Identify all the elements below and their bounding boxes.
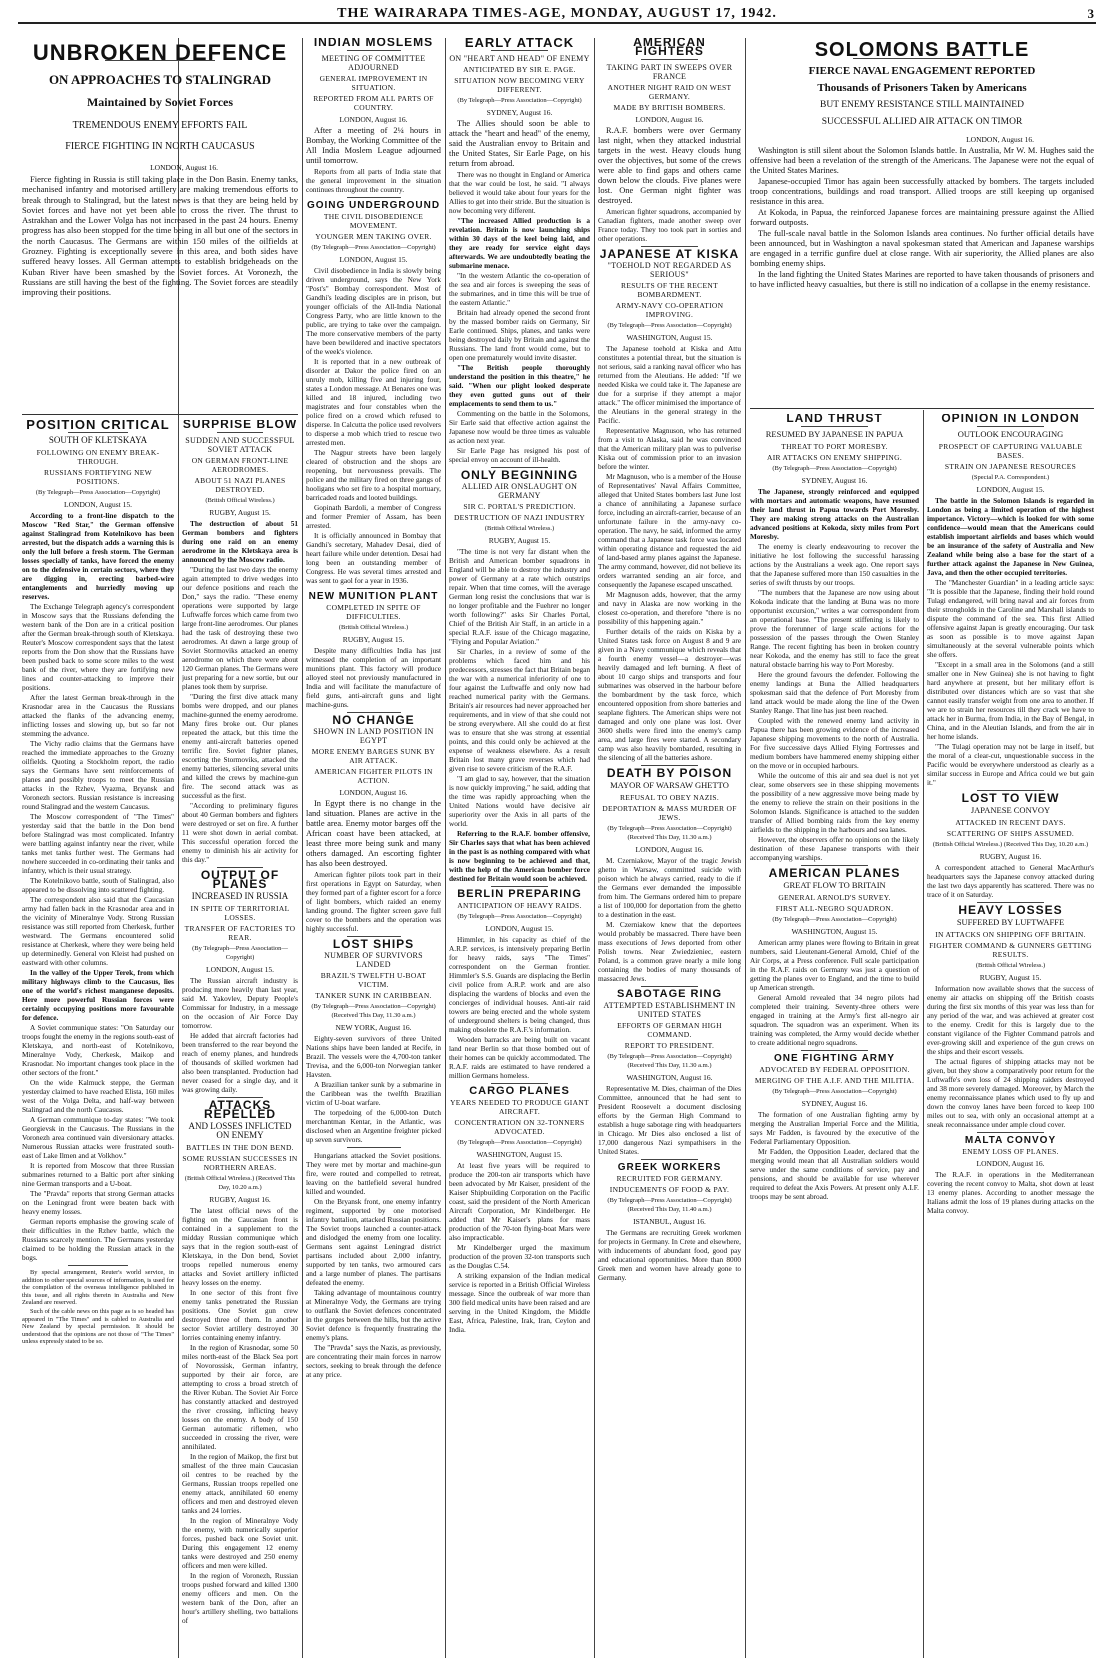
headline: POSITION CRITICAL: [26, 420, 170, 432]
article-body: The actual figures of shipping attacks may not be given, but they show a comparatively poor return for the Luftwaffe's own loss of 24 shipping raiders destroyed and 38 more severely damaged. Moreover, by March the enemy reconnaissance planes which used to fly up and down the convoy lanes have been forced to keep 100 miles out to sea, with only an occasional attempt at a sneak reconnaissance under ample cloud cover.: [927, 1057, 1094, 1129]
subheadline: DESTRUCTION OF NAZI INDUSTRY: [453, 513, 586, 522]
headline: OPINION IN LONDON: [941, 414, 1080, 425]
subheadline: ALLIED AIR ONSLAUGHT ON GERMANY: [461, 482, 578, 500]
subheadline: GENERAL IMPROVEMENT IN SITUATION.: [319, 74, 428, 92]
subheadline: BUT ENEMY RESISTANCE STILL MAINTAINED: [820, 100, 1024, 110]
headline: GOING UNDERGROUND: [306, 200, 441, 211]
dateline: SYDNEY, August 16.: [801, 476, 868, 485]
article-body: The Vichy radio claims that the Germans have reached the immediate approaches to the Grozny oilfields. Quoting a Stockholm report, the radio says the Germans have sent reinforcements of planes and possibly troops to meet the Russian attacks in the Rzhev, Vyazma, Bryansk and Voronezh sectors. Russian resistance is increasing round Stalingrad and the western Caucasus.: [22, 739, 174, 811]
dateline: WASHINGTON, August 15.: [626, 333, 713, 342]
dateline: RUGBY, August 15.: [488, 536, 551, 545]
headline: ONLY BEGINNING: [460, 468, 579, 482]
subheadline: TANKER SUNK IN CARIBBEAN.: [315, 991, 432, 1000]
headline: NEW MUNITION PLANT: [308, 591, 439, 602]
article-body: "The increased Allied production is a revelation. Britain is now launching ships within 30 days of the keel being laid, and they are ready for service eight days afterwards. We are undoubtedly beating the submarine menace.: [449, 216, 590, 270]
article-body: Coupled with the renewed enemy land activity in Papua there has been growing evidence of the increased Japanese shipping movements to the north of Australia. For five successive days Allied Flying Fortresses and medium bombers have hammered enemy shipping either on the move or in occupied harbours.: [750, 716, 919, 770]
subheadline: MEETING OF COMMITTEE ADJOURNED: [321, 54, 426, 72]
subheadline: ANTICIPATION OF HEAVY RAIDS.: [457, 901, 582, 910]
article-body: In Egypt there is no change in the land situation. Planes are active in the battle area. Enemy motor barges off the African coast have been attacked, at least three more being sunk and many others damaged. An escorting fighter has also been destroyed.: [306, 799, 441, 868]
subheadline: RESULTS OF THE RECENT BOMBARDMENT.: [621, 281, 718, 299]
headline: ATTACKS REPELLED: [203, 1098, 276, 1121]
lead-article: [22, 38, 298, 410]
subheadline: ADVOCATED BY FEDERAL OPPOSITION.: [759, 1065, 910, 1074]
article-body: Reports from all parts of India state that the general improvement in the situation continues throughout the country.: [306, 167, 441, 194]
article-body: Hungarians attacked the Soviet positions. They were met by mortar and machine-gun fire, were routed and compelled to retreat, leaving on the battlefield several hundred killed and wounded.: [306, 1151, 441, 1196]
article-body: Mr Fadden, the Opposition Leader, declared that the merging would mean that all Australian soldiers would serve under the same conditions of service, pay and pensions, and should be available for use wherever required to defeat the Axis Powers. At present only A.I.F. troops may be sent abroad.: [750, 1147, 919, 1201]
headline: OUTPUT OF PLANES: [200, 868, 280, 891]
article-body: The Japanese, strongly reinforced and equipped with mortars and automatic weapons, have resumed their land thrust in Papua towards Port Moresby. They are making strong attacks on the Australian advanced positions at Kokoda, sixty miles from Port Moresby.: [750, 487, 919, 541]
subheadline: ON APPROACHES TO STALINGRAD: [48, 72, 272, 87]
credit-line: (British Official Wireless.): [338, 624, 409, 631]
subheadline: ENEMY LOSS OF PLANES.: [962, 1147, 1059, 1156]
dateline: NEW YORK, August 16.: [335, 1023, 412, 1032]
subheadline: RUSSIANS FORTIFYING NEW POSITIONS.: [43, 468, 153, 486]
article-body: A Soviet communique states: "On Saturday our troops fought the enemy in the regions south-east of Kletskaya, and north-east of Kotelnikovo, Mineralnye Vody, Cherkesk, Maikop and Krasnodar. No important changes took place in the other sectors of the front.": [22, 1023, 174, 1077]
article-body: The "Manchester Guardian" in a leading article says: "It is possible that the Japanese, finding their hold round Tulagi endangered, will bring naval and air forces from their strongholds in the Caroline and Marshall islands to dispute the command of the sea. This first Allied offensive against Japan is greatly encouraging. Our task as soon as possible is to move against Japan simultaneously at the several vulnerable points which she offers.: [927, 578, 1094, 659]
subheadline: AND LOSSES INFLICTED ON ENEMY: [188, 1121, 292, 1140]
article-body: The Japanese toehold at Kiska and Attu constitutes a potential threat, but the situation is not serious, said a ranking naval officer who has returned from the Aleutians. He added: "If we needed Kiska we could take it. The Japanese are due for a surprise if they attempt a major attack." The officer minimised the importance of the Aleutians in the general strategy in the Pacific.: [598, 344, 741, 425]
subheadline: INDUCEMENTS OF FOOD & PAY.: [609, 1185, 730, 1194]
headline: EARLY ATTACK: [464, 38, 575, 50]
subheadline: TAKING PART IN SWEEPS OVER FRANCE: [606, 63, 733, 81]
article-body: "The numbers that the Japanese are now using about Kokoda indicate that the landing at Buna was no more opportunist excursion," writes a war correspondent from an operational base. "The present stiffening is likely to prove the forerunner of large scale actions for the possession of the passes through the Owen Stanley Range. The recent fighting has been in broken country near Kokoda, and the enemy has still to face the great natural obstacle barring his way to Port Moresby.: [750, 588, 919, 669]
headline: MALTA CONVOY: [964, 1135, 1057, 1146]
subheadline: ON "HEART AND HEAD" OF ENEMY: [449, 54, 590, 63]
dateline: RUGBY, August 15.: [979, 973, 1042, 982]
subheadline: MERGING OF THE A.I.F. AND THE MILITIA.: [754, 1076, 915, 1085]
headline: AMERICAN PLANES: [768, 866, 901, 880]
credit-line: (By Telegraph—Press Association—Copyright): [607, 322, 732, 329]
article-body: The Kotelnikovo battle, south of Stalingrad, also appeared to be dissolving into scattered fighting.: [22, 876, 174, 894]
article-body: The correspondent also said that the Caucasian army had fallen back in the Krasnodar area and in the vicinity of Mineralnye Vody. Strong Russian resistance was still reported from Cherkesk, further westward. The Germans encountered solid resistance at Cherkesk, where they were being held up determinedly. General von Kleist had pushed on eastward with other columns.: [22, 895, 174, 967]
credit-line: (British Official Wireless.): [975, 962, 1046, 969]
subheadline: REFUSAL TO OBEY NAZIS.: [619, 793, 720, 802]
article-body: Britain had already opened the second front by the massed bomber raids on Germany, Sir Earle continued. Ships, planes, and tanks were being destroyed daily by Britain and against the Russians. The land front would come, but to open one prematurely would invite disaster.: [449, 308, 590, 362]
subheadline: AMERICAN FIGHTER PILOTS IN ACTION.: [314, 767, 433, 785]
article-body: The Moscow correspondent of "The Times" yesterday said that the battle in the Don bend before Stalingrad was most complicated. Infantry were battling against infantry near the river, while tanks met tanks further west. The Germans had nowhere succeeded in co-ordinating their tanks and infantry, which is their usual strategy.: [22, 812, 174, 875]
article-body: Eighty-seven survivors of three United Nations ships have been landed at Recife, in Brazil. The vessels were the 4,700-ton tanker Trevisa, and the 6,000-ton Norwegian tanker Havsten.: [306, 1034, 441, 1079]
dateline: WASHINGTON, August 16.: [626, 1073, 713, 1082]
article-body: A Brazilian tanker sunk by a submarine in the Caribbean was the twelfth Brazilian victim of U-boat warfare.: [306, 1080, 441, 1107]
subheadline: IN SPITE OF TERRITORIAL LOSSES.: [190, 904, 290, 922]
subheadline: COMPLETED IN SPITE OF DIFFICULTIES.: [326, 603, 421, 621]
credit-line: (By Telegraph—Press Association—Copyright) (Received This Day, 11.40 a.m.): [607, 1197, 732, 1213]
column-rule: [594, 38, 595, 1658]
article-body: The Nagpur streets have been largely cleared of obstruction and the shops are reopening, but nervousness prevails. The police and the military fired on three gangs of hooligans who set fire to a hospital mortuary, barricaded roads and looted buildings.: [306, 448, 441, 502]
article-body: "The British people thoroughly understand the position in this theatre," he said. "When our plight looked desperate they even gutted guns out of their emplacements to send them to us.": [449, 363, 590, 408]
article-solomons-battle: [750, 38, 1094, 406]
article-body: He added that aircraft factories had been transferred to the rear beyond the reach of enemy planes, and hundreds of thousands of skilled workmen had also been transplanted. Production had never ceased for a single day, and it was growing daily.: [182, 1031, 298, 1094]
article-body: Civil disobedience in India is slowly being driven underground, says the New York "Post's" Bombay correspondent. Most of Gandhi's leading disciples are in prison, but younger officials of the All-India National Congress Party, who are little known to the public, are trying to take over the campaign. The more conservative members of the party have been bewildered and inactive spectators of the week's violence.: [306, 266, 441, 356]
subheadline: REPORTED FROM ALL PARTS OF COUNTRY.: [313, 94, 434, 112]
credit-line: (By Telegraph—Press Association—Copyright): [457, 97, 582, 104]
article-body: "During the first dive attack many bombs were dropped, and our planes machine-gunned the enemy aerodrome. Many fires broke out. Our planes repeated the attack, but this time the enemy anti-aircraft batteries opened terrific fire. Soviet fighter planes, escorting the Stormoviks, attacked the enemy batteries, silencing several units and killed the crews by machine-gun fire. The second attack was as successful as the first.: [182, 692, 298, 800]
dateline: LONDON, August 16.: [976, 1159, 1045, 1168]
subheadline: BATTLES IN THE DON BEND.: [186, 1143, 294, 1152]
headline: SURPRISE BLOW: [182, 420, 298, 431]
headline: BERLIN PREPARING: [457, 888, 582, 900]
headline: CARGO PLANES: [469, 1085, 570, 1097]
subheadline: ATTEMPTED ESTABLISHMENT IN UNITED STATES: [603, 1001, 736, 1019]
article-body: "I am glad to say, however, that the situation is now quickly improving," he said, adding that the time was rapidly approaching when the United Nations would have decisive air superiority over the Axis in all parts of the world.: [449, 774, 590, 828]
subheadline: INCREASED IN RUSSIA: [191, 891, 289, 901]
subheadline: SUFFERED BY LUFTWAFFE: [956, 917, 1065, 927]
subheadline: ATTACKED IN RECENT DAYS.: [955, 818, 1066, 827]
subheadline: Thousands of Prisoners Taken by Americans: [817, 82, 1027, 94]
headline: GREEK WORKERS: [617, 1162, 722, 1173]
article-body: "Except in a small area in the Solomons (and a still smaller one in New Guinea) she is not having to fight hard anywhere at present, but her military effort is distributed over distances which are so vast that she cannot easily transfer weight from one area to another. If we are to strain her resources till they crack we have to attack her in Burma, from India, in the Bay of Bengal, in China, and in the Aleutian Islands, and from the air in her home islands.: [927, 660, 1094, 741]
article-body: "The time is not very far distant when the British and American bomber squadrons in England will be able to destroy the industry and power of Germany at a rate which outstrips repair. When that time comes, will the average German long resist the conclusions that war is no longer profitable and the Fuehrer no longer worth following?" asks Sir Charles Portal, Chief of the British Air Staff, in an article in a special R.A.F. issue of the Chicago magazine, "Flying and Popular Aviation.": [449, 547, 590, 646]
newspaper-title: THE WAIRARAPA TIMES-AGE, MONDAY, AUGUST 17, 1942.: [337, 6, 777, 21]
article-body: Fierce fighting in Russia is still taking place in the Don Basin. Enemy tanks, mechanised infantry and motorised artillery are making tremendous efforts to break through to Stalingrad, but the latest news is that they are being held by Soviet forces and have not yet been able to cross the river. The thrust to Astrakhan and the Lower Volga has not increased in the past 24 hours. Enemy progress has also been stopped for the time being in all but one of the sectors in the north Caucasus. The Germans are within 150 miles of the oilfields at Grozney. Fighting is exceptionally severe in this area, and both sides have suffered heavy losses. All German attempts to establish bridgeheads on the Kuban River have been smashed by the Soviet forces. At Voronezh, the Russians are still having the best of the fighting. The Soviet forces are steadily improving their positions.: [22, 174, 298, 298]
dateline: SYDNEY, August 16.: [801, 1099, 868, 1108]
credit-line: (Special P.A. Correspondent.): [971, 474, 1050, 481]
headline: DEATH BY POISON: [606, 766, 733, 780]
subheadline: ON GERMAN FRONT-LINE AERODROMES.: [191, 456, 289, 474]
article-body: After a meeting of 2¼ hours in Bombay, the Working Committee of the All India Moslem League adjourned until tomorrow.: [306, 126, 441, 165]
credit-line: (By Telegraph—Press Association—Copyright) (Received This Day, 11.30 a.m.): [607, 825, 732, 841]
masthead: [18, 4, 1096, 24]
article-body: On the Bryansk front, one enemy infantry regiment, supported by one motorised infantry battalion, attacked Russian positions. The Soviet troops launched a counter-attack and dislodged the enemy from one locality. Germans sent against Leningrad district partisans included about 2,000 infantry, supported by ten tanks, two armoured cars and a large number of planes. The partisans defeated the enemy.: [306, 1197, 441, 1287]
article-body: At Kokoda, in Papua, the reinforced Japanese forces are maintaining pressure against the Allied forward outposts.: [750, 208, 1094, 227]
dateline: LONDON, August 15.: [339, 255, 408, 264]
article-body: The formation of one Australian fighting army by merging the Australian Imperial Force and the Militia, says Mr Fadden, is favoured by the executive of the Federal Parliamentary Opposition.: [750, 1110, 919, 1146]
subheadline: STRAIN ON JAPANESE RESOURCES: [944, 462, 1077, 471]
subheadline: AIR ATTACKS ON ENEMY SHIPPING.: [766, 453, 902, 462]
dateline: LONDON, August 16.: [635, 115, 704, 124]
article-body: The R.A.F. in operations in the Mediterranean covering the recent convoy to Malta, shot down at least 13 enemy planes. According to another message the Italians admit the loss of 19 planes during attacks on the Malta convoy.: [927, 1170, 1094, 1215]
subheadline: SHOWN IN LAND POSITION IN EGYPT: [313, 727, 434, 745]
article-body: In one sector of this front five enemy tanks penetrated the Russian positions. One Soviet gun crew destroyed three of them. In another sector Soviet artillery destroyed 30 lorries containing enemy infantry.: [182, 1288, 298, 1342]
article-body: American fighter squadrons, accompanied by Canadian fighters, made another sweep over France today. They too took part in sorties and other operations.: [598, 207, 741, 243]
dateline: LONDON, August 15.: [976, 485, 1045, 494]
subheadline: PROSPECT OF CAPTURING VALUABLE BASES.: [938, 442, 1083, 460]
subheadline: RECRUITED FOR GERMANY.: [616, 1174, 723, 1183]
headline: ONE FIGHTING ARMY: [773, 1053, 896, 1064]
dateline: RUGBY, August 15.: [209, 508, 271, 517]
article-body: On the wide Kalmuck steppe, the German yesterday claimed to have reached Elista, 160 miles west of the Volga Delta, and half-way between Stalingrad and the north Caucasus.: [22, 1078, 174, 1114]
page-number: 3: [1087, 6, 1094, 21]
dateline: LONDON, August 16.: [635, 845, 704, 854]
subheadline: OUTLOOK ENCOURAGING: [957, 429, 1064, 439]
subheadline: IN ATTACKS ON SHIPPING OFF BRITAIN.: [935, 930, 1086, 939]
article-body: Himmler, in his capacity as chief of the A.R.P. services, is intensively preparing Berlin for heavy raids, says "The Times" correspondent on the German frontier. Himmler's S.S. Guards are displacing the Berlin civil police from A.R.P. work and are also displacing the wardens of blocks and even the concierges of individual houses. Anti-air raid towers are being erected and the whole system of underground shelters is being changed, thus making obsolete the R.A.F.'s information.: [449, 935, 590, 1034]
subheadline: EFFORTS OF GERMAN HIGH COMMAND.: [617, 1021, 722, 1039]
article-body: Here the ground favours the defender. Following the enemy landings at Buna the Allied headquarters spokesman said that the defence of Port Moresby from land attack would be made along the line of the Owen Stanley Range. That line has just been reached.: [750, 670, 919, 715]
subheadline: SITUATION NOW BECOMING VERY DIFFERENT.: [454, 76, 585, 94]
article-body: Wooden barracks are being built on vacant land near Berlin so that those bombed out of their homes can be quickly accommodated. The R.A.F. raids are estimated to have rendered a million Germans homeless.: [449, 1035, 590, 1080]
divider: [22, 414, 298, 415]
article-body: It is reported that in a new outbreak of disorder at Dakor the police fired on an unruly mob, killing five and injuring four, states a London message. At Benares one was killed and 18 injured, including two magistrates and four constables when the police fired on a crowd which refused to disperse. In Calcutta the police used revolvers to disperse a mob which tried to rescue two arrested men.: [306, 357, 441, 447]
dateline: RUGBY, August 16.: [209, 1195, 271, 1204]
headline: LOST SHIPS: [332, 937, 415, 951]
headline: LAND THRUST: [786, 414, 883, 425]
subheadline: THREAT TO PORT MORESBY.: [781, 442, 888, 451]
column-rule: [445, 38, 446, 1658]
dateline: SYDNEY, August 16.: [486, 108, 553, 117]
subheadline: FIERCE FIGHTING IN NORTH CAUCASUS: [65, 141, 255, 152]
article-body: It is reported from Moscow that three Russian submarines returned to a Baltic port after sinking nine German transports and a U-boat.: [22, 1161, 174, 1188]
subheadline: JAPANESE CONVOY: [970, 805, 1051, 815]
article-body: While the outcome of this air and sea duel is not yet clear, some observers see in these shipping movements the possibility of a new aggressive move being made by the enemy to relieve the strain on their positions in the Solomon Islands. Significance is attached to the sudden transfer of Allied bombing raids from the key enemy airfields to the shipping in the harbours and sea lanes.: [750, 771, 919, 834]
subheadline: GENERAL ARNOLD'S SURVEY.: [778, 893, 891, 902]
dateline: LONDON, August 16.: [966, 135, 1034, 144]
subheadline: TREMENDOUS ENEMY EFFORTS FAIL: [72, 120, 248, 131]
subheadline: NUMBER OF SURVIVORS LANDED: [324, 951, 423, 969]
column-rule: [745, 38, 746, 1658]
credit-line: (British Official Wireless.) (Received This Day, 10.20 a.m.): [932, 841, 1089, 848]
article-position-critical: [22, 420, 174, 1658]
article-body: "During the last two days the enemy again attempted to drive wedges into our defence positions and reach the Don," says the radio. "These enemy operations were supported by large Luftwaffe forces which came from two large front-line aerodromes. Our planes had the task of destroying these two aerodromes. At dawn a large group of Soviet Stormoviks attacked an enemy aerodrome on which there were about 120 German planes. The Germans were just preparing for a new sortie, but our planes took them by surprise.: [182, 565, 298, 691]
article-american-fighters: [598, 38, 741, 1658]
article-body: The full-scale naval battle in the Solomon Islands area continues. No further official details have been announced, but in Washington a naval spokesman stated that American and Japanese warships are engaged in a terrific gunfire duel at close range. With air superiority, the Allied planes are also bombing enemy ships.: [750, 229, 1094, 268]
article-body: Gopinath Bardoli, a member of Congress and former Premier of Assam, has been arrested.: [306, 503, 441, 530]
article-body: In the region of Maikop, the first but smallest of the three main Caucasian oil centres to be reached by the Germans, Russian troops repelled one enemy attack, annihilated 60 enemy officers and men and destroyed eleven tanks and 24 lorries.: [182, 1452, 298, 1515]
credit-line: (By Telegraph—Press Association—Copyright): [457, 1139, 582, 1146]
subheadline: ABOUT 51 NAZI PLANES DESTROYED.: [194, 476, 286, 494]
article-indian-moslems: [306, 38, 441, 1658]
article-body: At least five years will be required to produce the 200-ton air transports which have been advocated by Mr Kaiser, president of the Kaiser Shipbuilding Corporation on the Pacific coast, said the president of the North American Aircraft Corporation, Mr Kindelberger. He added that Mr Kaiser's plans for mass production of the 70-ton flying-boat Mars were also impracticable.: [449, 1161, 590, 1242]
article-body: Representative Magnuson, who has returned from a visit to Alaska, said he was convinced that the American military plan was to pulverise Kiska out of commission prior to an invasion before the winter.: [598, 426, 741, 471]
subheadline: SOME RUSSIAN SUCCESSES IN NORTHERN AREAS.: [182, 1154, 298, 1172]
headline: SABOTAGE RING: [616, 988, 723, 1000]
headline: LOST TO VIEW: [961, 791, 1060, 805]
dateline: LONDON, August 16.: [150, 163, 218, 172]
article-body: The latest official news of the fighting on the Caucasian front is contained in a supplement to the midday Russian communique which says that in the region south-east of Kletskaya, in the Don bend, Soviet troops repelled numerous enemy attacks and Soviet artillery inflicted heavy losses on the enemy.: [182, 1206, 298, 1287]
article-body: Mr Magnuson adds, however, that the army and navy in Alaska are now working in the closest co-operation, and therefore "there is no possibility of this happening again.": [598, 590, 741, 626]
headline: INDIAN MOSLEMS: [313, 38, 434, 49]
subheadline: SIR C. PORTAL'S PREDICTION.: [463, 502, 576, 511]
article-body: According to a front-line dispatch to the Moscow "Red Star," the German offensive against Stalingrad from Kotelnikovo has been arrested, but the dispatch adds a warning this is only the lull before a fresh storm. The German losses specially of tanks, have forced the enemy on to the defensive in certain sectors, where they are digging in, erecting barbed-wire entanglements and hurriedly moving up reserves.: [22, 511, 174, 601]
article-early-attack: [449, 38, 590, 1658]
credit-line: (British Official Wireless.): [484, 525, 555, 532]
dateline: LONDON, August 16.: [339, 115, 408, 124]
dateline: LONDON, August 15.: [64, 500, 132, 509]
article-body: A striking expansion of the Indian medical service is reported in a British Official Wireless message. Since the outbreak of war more than 300 field medical units have been raised and are serving in the United Kingdom, the Middle East, Africa, Palestine, Irak, Iran, Ceylon and India.: [449, 1271, 590, 1334]
article-body: M. Czerniakow, Mayor of the tragic Jewish ghetto in Warsaw, committed suicide with poison which he always carried, ready to die if the Germans ever demanded the impossible from him. The Germans ordered him to prepare a list of 100,000 for deportation from the ghetto to a destination in the east.: [598, 856, 741, 919]
subheadline: DEPORTATION & MASS MURDER OF JEWS.: [602, 804, 737, 822]
headline: UNBROKEN DEFENCE: [32, 40, 288, 65]
subheadline: GREAT FLOW TO BRITAIN: [783, 880, 886, 890]
subheadline: FIERCE NAVAL ENGAGEMENT REPORTED: [808, 65, 1036, 77]
subheadline: FOLLOWING ON ENEMY BREAK-THROUGH.: [36, 448, 160, 466]
subheadline: YOUNGER MEN TAKING OVER.: [315, 232, 432, 241]
article-body: Despite many difficulties India has just witnessed the completion of an important munitions plant. This factory will produce alloyed steel not previously manufactured in India and will facilitate the manufacture of field guns, anti-aircraft guns and light machine-guns.: [306, 646, 441, 709]
article-body: Commenting on the battle in the Solomons, Sir Earle said that effective action against the Japanese now would be three times as valuable as action next year.: [449, 409, 590, 445]
article-surprise-blow: [182, 420, 298, 1658]
article-body: Mr Kindelberger urged the maximum production of the proven 32-ton transports such as the Douglas C.54.: [449, 1243, 590, 1270]
article-body: Washington is still silent about the Solomon Islands battle. In Australia, Mr W. M. Hughes said the offensive had been a revelation of the strength of the Americans. The Japanese were not the equal of the United States Marines.: [750, 146, 1094, 175]
subheadline: MADE BY BRITISH BOMBERS.: [613, 103, 726, 112]
subheadline: ANOTHER NIGHT RAID ON WEST GERMANY.: [607, 83, 732, 101]
article-body: Sir Earle Page has resigned his post of special envoy on account of ill-health.: [449, 446, 590, 464]
article-body: In the region of Mineralnye Vody the enemy, with numerically superior forces, pushed back one Soviet unit. During this engagement 12 enemy tanks were destroyed and 250 enemy officers and men were killed.: [182, 1516, 298, 1570]
article-body: In the region of Voronezh, Russian troops pushed forward and killed 1300 enemy officers and men. On the western bank of the Don, after an hour's artillery shelling, two battalions of: [182, 1571, 298, 1625]
article-body: In the land fighting the United States Marines are reported to have taken thousands of prisoners and to have inflicted heavy casualties, but there is still no indication of a collapse in the enemy resistance.: [750, 270, 1094, 289]
credit-line: (By Telegraph—Press Association—Copyright): [457, 913, 582, 920]
article-body: After the latest German break-through in the Krasnodar area in the Caucasus the Russians attacked the flanks of the advancing enemy, inflicting losses and slowing up, but so far not stemming the advance.: [22, 693, 174, 738]
credit-line: (British Official Wireless.): [205, 497, 275, 504]
headline: SOLOMONS BATTLE: [814, 39, 1030, 61]
article-body: However, the observers offer no opinions on the likely destination of these Japanese transports with their accompanying warships.: [750, 835, 919, 862]
credit-line: (British Official Wireless.) (Received This Day, 10.20 a.m.): [184, 1175, 296, 1191]
article-body: Mr Magnuson, who is a member of the House of Representatives' Naval Affairs Committee, alleged that United States bombers last June lost a chance of annihilating a Japanese surface force, including an aircraft-carrier, because of an unfortunate failure in the army-navy co-operation. The navy, he said, informed the army command that a Japanese task force was located within operating distance and requested the aid of land-based army planes against the Japanese. The army command, however, did not believe its orders warranted sending an air force, and consequently the Japanese escaped unscathed.: [598, 472, 741, 589]
article-body: The torpedoing of the 6,000-ton Dutch merchantman Kentar, in the Atlantic, was disclosed when an Argentine freighter picked up seven survivors.: [306, 1108, 441, 1144]
subheadline: SUDDEN AND SUCCESSFUL SOVIET ATTACK: [185, 436, 295, 454]
article-body: The Exchange Telegraph agency's correspondent in Moscow says that the Russians defending the western bank of the Don are in a critical position after the German break-through south of Kletskaya. Reuter's Moscow correspondent says that the latest reports from the Don show that the Russians have been pushed back to some score miles to the west bank of the river, where they are fortifying new lines and counter-attacking to improve their positions.: [22, 602, 174, 692]
headline: NO CHANGE: [332, 713, 415, 727]
credit-line: (By Telegraph—Press Association—Copyright): [311, 244, 436, 251]
editorial-note: Such of the cable news on this page as is so headed has appeared in "The Times" and is cabled to Australia and New Zealand by special permission. It should be understood that the opinions are not those of "The Times" unless expressly stated to be so.: [22, 1307, 174, 1346]
article-body: German reports emphasise the growing scale of their difficulties in the Rzhev battle, which the Russians scarcely mention. The Germans yesterday claimed to be holding the Russian attack in the bogs.: [22, 1217, 174, 1262]
article-body: "In the western Atlantic the co-operation of the sea and air forces is sweeping the seas of the submarines, and in time this will be true of the eastern Atlantic.": [449, 271, 590, 307]
article-body: The enemy is clearly endeavouring to recover the initiative he lost following the successful harassing actions by the Australians a week ago. One report says that the Japanese suffered more than 150 casualties in the series of swift thrusts by our troops.: [750, 542, 919, 587]
subheadline: SCATTERING OF SHIPS ASSUMED.: [946, 829, 1075, 838]
article-body: The Russian aircraft industry is producing more heavily than last year, said M. Yakovlev, Deputy People's Commissar for Industry, in a message on the occasion of Air Force Day tomorrow.: [182, 976, 298, 1030]
subheadline: TRANSFER OF FACTORIES TO REAR.: [184, 924, 296, 942]
article-body: Representative M. Dies, chairman of the Dies Committee, announced that he had sent to President Roosevelt a document disclosing efforts by the German High Command to establish a huge sabotage ring with headquarters in Chicago. Mr Dies also enclosed a list of 17,000 dangerous Nazi sympathisers in the United States.: [598, 1084, 741, 1156]
subheadline: Maintained by Soviet Forces: [86, 95, 234, 109]
credit-line: (By Telegraph—Press Association—Copyright): [35, 489, 161, 496]
article-body: In the valley of the Upper Terek, from which military highways climb to the Caucasus, lies one of the world's richest manganese deposits. Here more powerful Russian forces were certainly occupying positions more favourable for defence.: [22, 968, 174, 1022]
credit-line: (By Telegraph—Press Association—Copyright): [772, 465, 897, 472]
subheadline: BRAZIL'S TWELFTH U-BOAT VICTIM.: [320, 971, 427, 989]
article-body: R.A.F. bombers were over Germany last night, when they attacked industrial targets in the west. Heavy clouds hung over the objectives, but some of the crews were able to find gaps and others came down below the clouds. Five planes were lost. One German night fighter was destroyed.: [598, 126, 741, 205]
subheadline: MAYOR OF WARSAW GHETTO: [610, 780, 729, 790]
article-body: M. Czerniakow knew that the deportees would probably be massacred. There have been mass executions of Jews deported from other Polish towns. Near Zwiedzieniec, eastern Poland, is a common grave nearly a mile long containing the bodies of many thousands of massacred Jews.: [598, 920, 741, 983]
article-body: "According to preliminary figures about 40 German bombers and fighters were destroyed or set on fire. A further 11 were shot down in aerial combat. This successful operation forced the enemy to diminish his air activity for this day.": [182, 801, 298, 864]
article-body: American fighter pilots took part in their first operations in Egypt on Saturday, when they formed part of a fighter escort for a force of light bombers, which raided an enemy landing ground. The fighter screen gave full cover to the bombers and the operation was highly successful.: [306, 870, 441, 933]
article-body: A correspondent attached to General MacArthur's headquarters says the Japanese convoy attacked during the last two days apparently has scattered. There was no trace of it on Saturday.: [927, 863, 1094, 899]
article-body: The battle in the Solomon Islands is regarded in London as being a limited operation of the highest importance. Victory—which is looked for with some confidence—would mean that the Americans could establish important airfields and bases which would be an insurance of the safety of Australia and New Zealand while being also a base for the start of a further attack against the Japanese in New Guinea, Java, and then the other occupied territories.: [927, 496, 1094, 577]
article-opinion-in-london: [927, 414, 1094, 1658]
column-rule: [302, 38, 303, 1658]
credit-line: (By Telegraph—Press Association—Copyright): [192, 945, 288, 961]
credit-line: (By Telegraph—Press Association—Copyright): [772, 916, 897, 923]
dateline: WASHINGTON, August 15.: [476, 1150, 563, 1159]
article-body: Information now available shows that the success of enemy air attacks on shipping off the British coasts during the first six months of this year was less than for any period of the war, and was achieved at greater cost to the enemy. Credit for this is largely due to the constant vigilance of the Fighter Command patrols and ever-growing skill and experience of the gun crews on the ships and their escort vessels.: [927, 984, 1094, 1056]
article-body: In the region of Krasnodar, some 50 miles north-east of the Black Sea port of Novorossisk, German infantry, supported by their air force, are attempting to cross a broad stretch of the River Kuban. The Soviet Air Force has constantly attacked and destroyed the river crossing, inflicting heavy losses on the enemy. A body of 150 German automatic riflemen, who succeeded in crossing the river, were annihilated.: [182, 1343, 298, 1451]
article-body: Taking advantage of mountainous country at Mineralnye Vody, the Germans are trying to outflank the Soviet defences concentrated in the gorges between the hills, but the active Soviet defence is frequently frustrating the enemy's plans.: [306, 1288, 441, 1342]
article-body: There was no thought in England or America that the war could be lost, he said. "I always believed it would take about four years for the Allies to get into their stride. But the situation is now becoming very different.: [449, 170, 590, 215]
editorial-note: By special arrangement, Reuter's world service, in addition to other special sources of information, is used for the compilation of the overseas intelligence published in this issue, and all rights therein in Australia and New Zealand are reserved.: [22, 1269, 174, 1307]
article-body: "The Tulagi operation may not be large in itself, but the moral of a clear-cut, unquestionable success in the Pacific would be everywhere understood as clearly as a similar success in Europe and Africa could we but gain it.": [927, 742, 1094, 787]
subheadline: CONCENTRATION ON 32-TONNERS ADVOCATED.: [454, 1118, 585, 1136]
article-body: Referring to the R.A.F. bomber offensive, Sir Charles says that what has been achieved in the past is as nothing compared with what is now beginning to be achieved and that, with the help of the American bomber force destined for Britain would soon be achieved.: [449, 829, 590, 883]
subheadline: YEARS NEEDED TO PRODUCE GIANT AIRCRAFT.: [450, 1098, 589, 1116]
subheadline: RESUMED BY JAPANESE IN PAPUA: [765, 429, 904, 439]
article-body: The "Pravda" says the Nazis, as previously, are concentrating their main forces in narrow sectors, seeking to break through the defence at any price.: [306, 1343, 441, 1379]
dateline: RUGBY, August 16.: [979, 852, 1042, 861]
subheadline: SOUTH OF KLETSKAYA: [48, 435, 148, 445]
article-body: Japanese-occupied Timor has again been successfully attacked by bombers. The targets included troop concentrations, buildings and road transport. Allied troops are still keeping up organised resistance in this area.: [750, 177, 1094, 206]
dateline: ISTANBUL, August 16.: [633, 1217, 706, 1226]
subheadline: SUCCESSFUL ALLIED AIR ATTACK ON TIMOR: [821, 117, 1023, 127]
headline: JAPANESE AT KISKA: [599, 247, 740, 261]
dateline: LONDON, August 15.: [206, 965, 274, 974]
column-rule: [923, 410, 924, 1658]
article-body: It is officially announced in Bombay that Gandhi's secretary, Mahadev Desai, died of heart failure while under detention. Desai had long been an outstanding member of Congress. He was several times arrested and was sent to gaol for a year in 1936.: [306, 531, 441, 585]
dateline: WASHINGTON, August 15.: [791, 927, 878, 936]
subheadline: REPORT TO PRESIDENT.: [624, 1041, 715, 1050]
divider: [750, 408, 1094, 409]
credit-line: (By Telegraph—Press Association—Copyright): [772, 1088, 897, 1095]
article-land-thrust: [750, 414, 919, 1658]
subheadline: FIGHTER COMMAND & GUNNERS GETTING RESULTS.: [929, 941, 1092, 959]
article-body: General Arnold revealed that 34 negro pilots had completed their training. Seventy-three others were engaged in training at the Army's first all-negro air squadron. The squadron was an experiment. When its training was completed, the Army would decide whether to create additional negro squadrons.: [750, 993, 919, 1047]
credit-line: (By Telegraph—Press Association—Copyright) (Received This Day, 11.30 a.m.): [311, 1003, 436, 1019]
subheadline: MORE ENEMY BARGES SUNK BY AIR ATTACK.: [311, 747, 436, 765]
dateline: LONDON, August 16.: [339, 788, 408, 797]
dateline: RUGBY, August 15.: [342, 635, 405, 644]
subheadline: "TOEHOLD NOT REGARDED AS SERIOUS": [607, 261, 732, 279]
article-body: The Allies should soon be able to attack the "heart and head" of the enemy, said the Australian envoy to Britain and the United States, Sir Earle Page, on his return from abroad.: [449, 119, 590, 168]
article-body: The destruction of about 51 German bombers and fighters during one raid on an enemy aerodrome in the Kletskaya area is announced by the Moscow radio.: [182, 519, 298, 564]
credit-line: (By Telegraph—Press Association—Copyright) (Received This Day, 11.30 a.m.): [607, 1053, 732, 1069]
headline: AMERICAN FIGHTERS: [633, 38, 706, 58]
article-body: American army planes were flowing to Britain in great numbers, said Lieutenant-General Arnold, Chief of the Air Corps, at a Press conference. Full scale participation in the R.A.F. raids on Germany was just a question of getting the planes over to England, and the time to build up American strength.: [750, 938, 919, 992]
headline: HEAVY LOSSES: [958, 903, 1063, 917]
subheadline: ANTICIPATED BY SIR E. PAGE.: [463, 65, 576, 74]
article-body: A German communique to-day states: "We took Georgievsk in the Caucasus. The Russians in the Voronezh area continued vain diversionary attacks. Numerous Russian attacks were frustrated south-east of Lake Ilmen and at Volkhov.": [22, 1115, 174, 1160]
dateline: LONDON, August 15.: [485, 924, 554, 933]
article-body: Further details of the raids on Kiska by a United States task force on August 8 and 9 are given in a Navy communique which reveals that a fourth enemy vessel—a destroyer—was heavily damaged and left burning. A fleet of about 10 cargo ships and transports and four submarines was observed in the harbour before the bombardment by the task force, which encountered opposition from shore batteries and seaplane fighters. The American ships were not damaged and only one plane was lost. Over 3600 shells were fired into the enemy's camp area, and large fires were started. A secondary camp was also heavily bombarded, resulting in the silencing of all the batteries ashore.: [598, 627, 741, 762]
article-body: The "Pravda" reports that strong German attacks on the Leningrad front were beaten back with heavy enemy losses.: [22, 1189, 174, 1216]
subheadline: FIRST ALL-NEGRO SQUADRON.: [775, 904, 894, 913]
subheadline: THE CIVIL DISOBEDIENCE MOVEMENT.: [323, 212, 424, 230]
article-body: Sir Charles, in a review of some of the problems which faced him and his predecessors, stresses the fact that Britain began the war with a numerical inferiority of one to four against the Luftwaffe and only now had reached numerical parity with the Germans. Britain's air resources had never approached her requirements, and in view of that she could not be strong everywhere. All she could do at first was to ensure that she was strong at essential points, and this could only be achieved at the expense of weakness elsewhere. As a result Britain lost many grave reverses which had given rise to severe criticism of the R.A.F.: [449, 647, 590, 773]
article-body: The Germans are recruiting Greek workmen for projects in Germany. In Crete and elsewhere, with inducements of abundant food, good pay and educational opportunities. More than 8000 Greek men and women have already gone to Germany.: [598, 1228, 741, 1282]
subheadline: ARMY-NAVY CO-OPERATION IMPROVING.: [615, 301, 724, 319]
